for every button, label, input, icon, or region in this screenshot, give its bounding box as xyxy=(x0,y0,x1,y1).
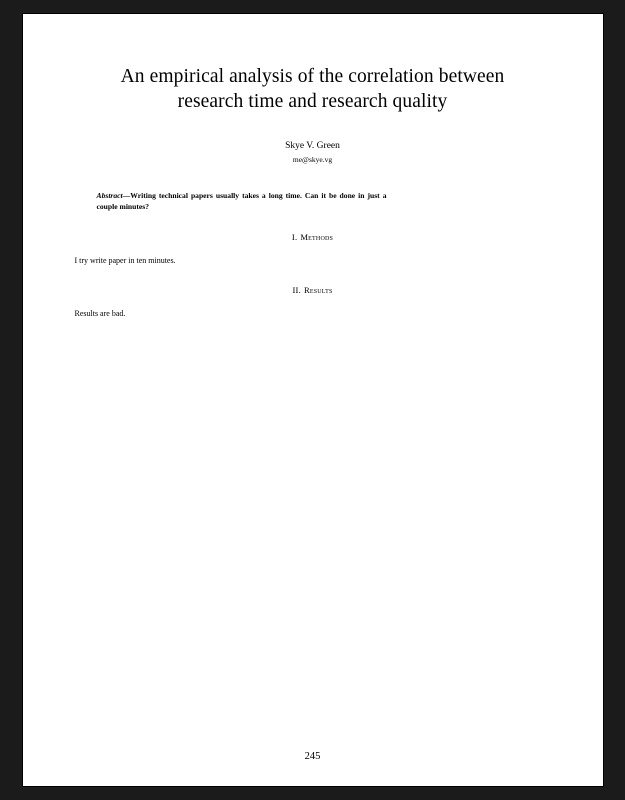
paper-page xyxy=(23,14,603,786)
section-heading-results xyxy=(75,285,551,295)
abstract-label: Abstract— xyxy=(96,191,131,201)
section-body-results: Results are bad. xyxy=(74,309,126,319)
abstract-paragraph xyxy=(97,191,387,213)
section-body-methods: I try write paper in ten minutes. xyxy=(74,255,176,265)
author-name: Skye V. Green xyxy=(285,140,340,151)
section-number: I. xyxy=(291,231,298,242)
abstract-text: Writing technical papers usually takes a long time. Can it be done in just a couple minutes? xyxy=(96,191,387,211)
section-number: II. xyxy=(292,285,301,296)
page-number: 245 xyxy=(304,751,321,762)
section-name: Methods xyxy=(300,231,334,242)
page-title xyxy=(93,64,533,115)
title-line-1: An empirical analysis of the correlation between xyxy=(120,66,505,87)
author-email: me@skye.vg xyxy=(292,154,333,164)
section-name: Results xyxy=(303,285,333,296)
author-block xyxy=(75,139,551,166)
section-heading-methods xyxy=(75,232,551,242)
title-line-2: research time and research quality xyxy=(177,91,448,113)
